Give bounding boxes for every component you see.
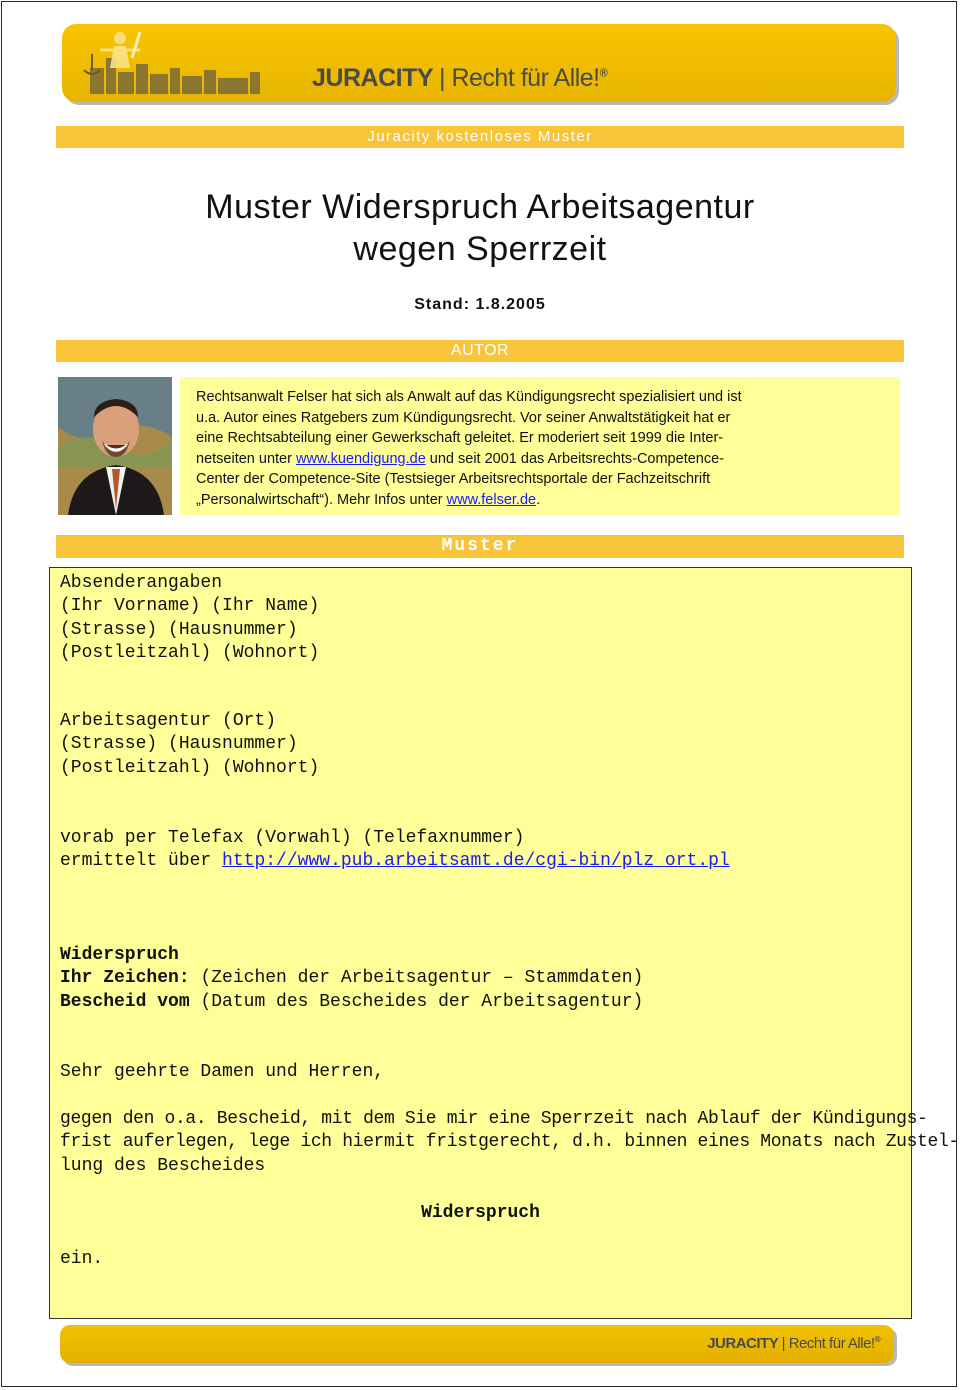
author-band bbox=[56, 340, 904, 362]
author-line-3: eine Rechtsabteilung einer Gewerkschaft geleitet. Er moderiert seit 1999 die Inter- bbox=[196, 430, 724, 447]
sender-line: (Strasse) (Hausnummer) bbox=[60, 619, 298, 640]
recipient-line: (Strasse) (Hausnummer) bbox=[60, 734, 298, 755]
recipient-block bbox=[60, 710, 899, 780]
juracity-logo-icon bbox=[70, 28, 320, 98]
footer-banner bbox=[60, 1325, 894, 1363]
page-title bbox=[56, 186, 904, 270]
banner-wordmark[interactable] bbox=[312, 64, 607, 93]
found-line bbox=[60, 850, 899, 873]
footer-registered-mark: ® bbox=[874, 1335, 880, 1344]
decision-label: Bescheid vom bbox=[60, 991, 190, 1012]
fax-line: vorab per Telefax (Vorwahl) (Telefaxnummer) bbox=[60, 828, 525, 848]
kuendigung-link[interactable]: www.kuendigung.de bbox=[295, 450, 426, 467]
author-line-6-suffix: . bbox=[536, 491, 541, 508]
salutation-text: Sehr geehrte Damen und Herren, bbox=[60, 1062, 385, 1082]
fax-block bbox=[60, 827, 899, 874]
muster-band-label: Muster bbox=[441, 536, 519, 556]
author-line-2: u.a. Autor eines Ratgebers zum Kündigungsrecht. Vor seiner Anwaltstätigkeit hat er bbox=[196, 409, 731, 426]
top-band-label: Juracity kostenloses Muster bbox=[367, 128, 593, 145]
footer-separator: | bbox=[781, 1335, 786, 1352]
author-line-4 bbox=[196, 449, 870, 470]
sender-line: (Postleitzahl) (Wohnort) bbox=[60, 642, 320, 663]
title-line-1: Muster Widerspruch Arbeitsagentur bbox=[205, 188, 755, 226]
brand-name: JURACITY bbox=[312, 64, 433, 92]
author-bio bbox=[180, 377, 900, 515]
recipient-line: Arbeitsagentur (Ort) bbox=[60, 711, 277, 731]
sender-block bbox=[60, 572, 899, 665]
author-line-4-suffix: und seit 2001 das Arbeitsrechts-Competence- bbox=[429, 450, 724, 467]
body-line-3: lung des Bescheides bbox=[60, 1155, 266, 1176]
author-line-6-prefix: „Personalwirtschaft“). Mehr Infos unter bbox=[196, 491, 443, 508]
author-band-label: AUTOR bbox=[450, 342, 510, 359]
title-line-2: wegen Sperrzeit bbox=[353, 230, 607, 268]
author-portrait-icon bbox=[58, 377, 172, 515]
brand-tagline: Recht für Alle! bbox=[451, 64, 600, 92]
stand-date: Stand: 1.8.2005 bbox=[414, 296, 546, 313]
felser-link[interactable]: www.felser.de bbox=[446, 491, 537, 508]
found-prefix: ermittelt über bbox=[60, 851, 212, 872]
muster-band bbox=[56, 535, 904, 558]
header-banner bbox=[62, 24, 896, 102]
author-line-4-prefix: netseiten unter bbox=[196, 450, 292, 467]
closing-text: ein. bbox=[60, 1249, 104, 1269]
author-line-5: Center der Competence-Site (Testsieger Arbeitsrechtsportale der Fachzeitschrift bbox=[196, 471, 711, 488]
subject-block bbox=[60, 944, 899, 1014]
sender-line: (Ihr Vorname) (Ihr Name) bbox=[60, 596, 320, 617]
footer-brand: JURACITY bbox=[707, 1335, 778, 1352]
body-line-2: frist auferlegen, lege ich hiermit fristgerecht, d.h. binnen eines Monats nach Zustel- bbox=[60, 1132, 959, 1153]
recipient-line: (Postleitzahl) (Wohnort) bbox=[60, 757, 320, 778]
decision-line bbox=[60, 991, 899, 1014]
plz-lookup-link[interactable]: http://www.pub.arbeitsamt.de/cgi-bin/plz_ort.pl bbox=[222, 851, 730, 872]
footer-wordmark[interactable] bbox=[707, 1335, 880, 1352]
widerspruch-centered: Widerspruch bbox=[421, 1203, 540, 1223]
author-line-6 bbox=[196, 490, 870, 511]
body-paragraph bbox=[60, 1108, 959, 1178]
subject-heading: Widerspruch bbox=[60, 945, 179, 965]
reference-value: (Zeichen der Arbeitsagentur – Stammdaten) bbox=[200, 968, 644, 989]
author-photo bbox=[58, 377, 172, 515]
brand-separator: | bbox=[439, 64, 446, 92]
body-line-1: gegen den o.a. Bescheid, mit dem Sie mir eine Sperrzeit nach Ablauf der Kündigungs- bbox=[60, 1109, 928, 1129]
registered-mark: ® bbox=[599, 67, 608, 80]
letter-template bbox=[49, 567, 959, 1319]
footer-tagline: Recht für Alle! bbox=[788, 1335, 875, 1352]
reference-label: Ihr Zeichen: bbox=[60, 968, 190, 989]
author-line-1: Rechtsanwalt Felser hat sich als Anwalt auf das Kündigungsrecht spezialisiert und ist bbox=[196, 389, 742, 405]
sender-line: Absenderangaben bbox=[60, 573, 223, 593]
decision-value: (Datum des Bescheides der Arbeitsagentur) bbox=[200, 991, 644, 1012]
reference-line bbox=[60, 967, 899, 990]
top-band bbox=[56, 126, 904, 148]
salutation bbox=[60, 1061, 899, 1084]
closing bbox=[60, 1248, 899, 1271]
